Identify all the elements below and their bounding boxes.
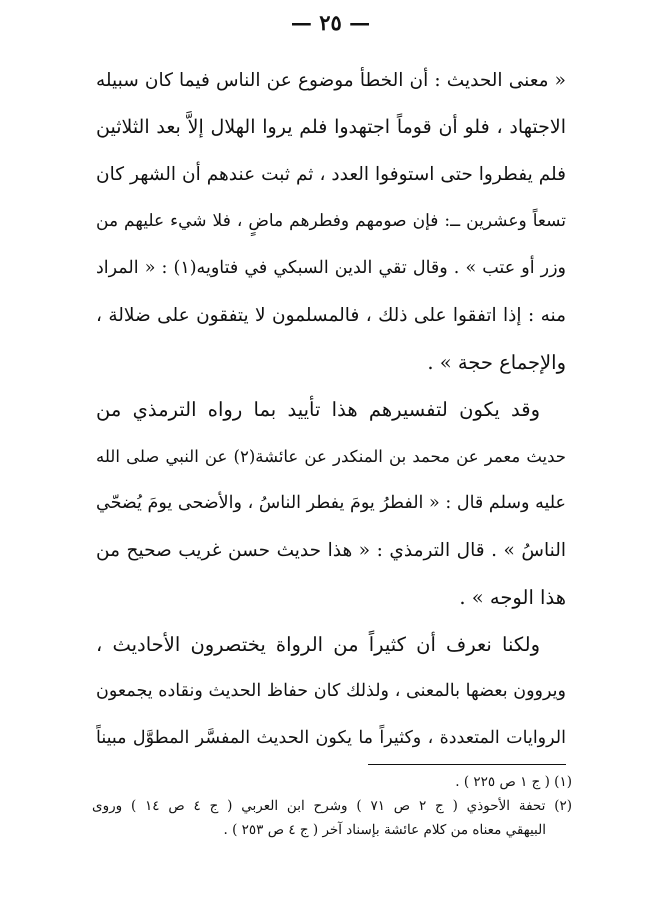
footnote-line: البيهقي معناه من كلام عائشة بإسناد آخر ( ج ٤ ص ٢٥٣ ) . [223, 822, 546, 838]
text-line: الروايات المتعددة ، وكثيراً ما يكون الحديث المفسَّر المطوَّل مبيناً [96, 728, 566, 748]
text-line: هذا الوجه » . [459, 586, 566, 609]
body-text [96, 57, 566, 762]
footnote-line: (١) ( ج ١ ص ٢٢٥ ) . [455, 774, 572, 790]
text-line: الناسُ » . قال الترمذي : « هذا حديث حسن غريب صحيح من [96, 540, 566, 561]
text-line: فلم يفطروا حتى استوفوا العدد ، ثم ثبت عندهم أن الشهر كان [96, 164, 566, 185]
text-line: ولكنا نعرف أن كثيراً من الرواة يختصرون الأحاديث ، [96, 633, 540, 656]
text-line: منه : إذا اتفقوا على ذلك ، فالمسلمون لا يتفقون على ضلالة ، [96, 305, 566, 326]
text-line: حديث معمر عن محمد بن المنكدر عن عائشة(٢) عن النبي صلى الله [96, 447, 566, 466]
text-line: عليه وسلم قال : « الفطرُ يومَ يفطر الناسُ ، والأضحى يومَ يُضحّي [96, 493, 566, 513]
footnotes [92, 770, 572, 842]
text-line: « معنى الحديث : أن الخطأ موضوع عن الناس فيما كان سبيله [96, 70, 566, 91]
text-line: تسعاً وعشرين ــ: فإن صومهم وفطرهم ماضٍ ، فلا شيء عليهم من [96, 211, 566, 231]
text-line: الاجتهاد ، فلو أن قوماً اجتهدوا فلم يروا الهلال إلاَّ بعد الثلاثين [96, 116, 566, 138]
text-line: وزر أو عتب » . وقال تقي الدين السبكي في فتاويه(١) : « المراد [96, 258, 566, 278]
footnote-line: (٢) تحفة الأحوذي ( ج ٢ ص ٧١ ) وشرح ابن العربي ( ج ٤ ص ١٤ ) وروى [92, 798, 572, 814]
footnote-divider [368, 764, 566, 765]
text-line: ويروون بعضها بالمعنى ، ولذلك كان حفاظ الحديث ونقاده يجمعون [96, 681, 566, 701]
page-number: — ٢٥ — [290, 10, 371, 35]
text-line: والإجماع حجة » . [427, 351, 566, 374]
text-line: وقد يكون لتفسيرهم هذا تأييد بما رواه الترمذي من [96, 398, 540, 421]
